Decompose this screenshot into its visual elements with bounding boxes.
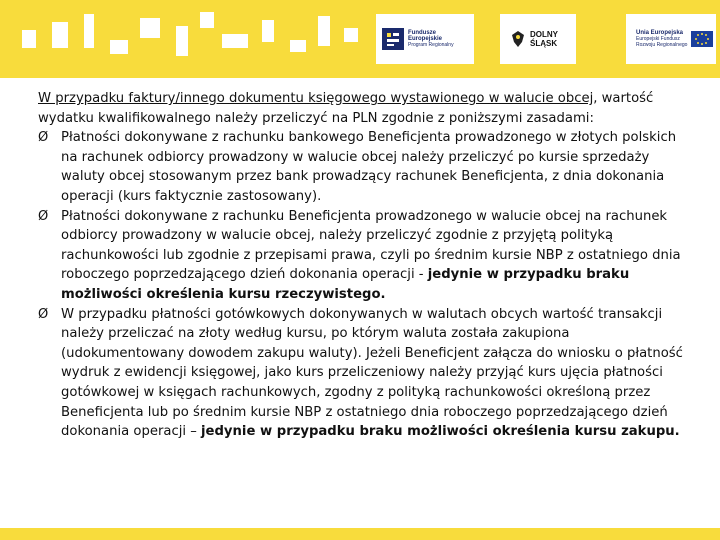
decor-block bbox=[176, 26, 188, 56]
header-banner bbox=[0, 0, 720, 78]
list-item-bold: jedynie w przypadku braku możliwości określenia kursu zakupu. bbox=[201, 424, 680, 440]
list-item-bold: jedynie w przypadku braku możliwości określenia kursu rzeczywistego. bbox=[61, 267, 630, 302]
list-item-text: Płatności dokonywane z rachunku Beneficjenta prowadzonego w walucie obcej na rachunek odbiorcy prowadzony w walucie obcej, należy przeliczyć zgodnie z przyjętą polityką rachunkowości lub zgodnie z przepisami prawa, czyli po średnim kursie NBP z ostatniego dnia roboczego poprzedzającego dzień dokonania operacji - bbox=[61, 208, 681, 283]
eu-flag-icon bbox=[691, 31, 713, 47]
decor-block bbox=[200, 12, 214, 28]
list-item bbox=[38, 207, 690, 305]
list-item-text: Płatności dokonywane z rachunku bankowego Beneficjenta prowadzonego w złotych polskich na rachunek odbiorcy prowadzony w walucie obcej należy przeliczyć po kursie sprzedaży waluty obcej stosowanym przez bank prowadzący rachunek Beneficjenta, z dnia dokonania operacji (kurs faktycznie zastosowany). bbox=[61, 130, 677, 204]
ue-line2: Europejski Fundusz bbox=[636, 36, 680, 42]
decor-block bbox=[110, 40, 128, 54]
ds-line1: DOLNY bbox=[530, 30, 558, 39]
decor-block bbox=[290, 40, 306, 52]
arrow-bullet-icon: Ø bbox=[38, 306, 49, 322]
intro-rest: , wartość wydatku kwalifikowalnego należy przeliczyć na PLN zgodnie z poniższymi zasadami: bbox=[38, 91, 654, 126]
decor-block bbox=[262, 20, 274, 42]
decor-block bbox=[140, 18, 160, 38]
rules-list bbox=[38, 128, 690, 442]
decor-block bbox=[222, 34, 248, 48]
decor-block bbox=[22, 30, 36, 48]
ue-line3: Rozwoju Regionalnego bbox=[636, 42, 688, 48]
fe-line2: Europejskie bbox=[408, 36, 443, 42]
fe-star-icon bbox=[382, 28, 404, 50]
decor-block bbox=[84, 14, 94, 48]
ds-line2: ŚLĄSK bbox=[530, 39, 558, 48]
arrow-bullet-icon: Ø bbox=[38, 208, 49, 224]
footer-strip bbox=[0, 528, 720, 540]
logo-dolny-slask bbox=[500, 14, 576, 64]
fe-line3: Program Regionalny bbox=[408, 42, 454, 48]
eagle-crest-icon bbox=[510, 30, 526, 48]
logo-unia-europejska bbox=[626, 14, 716, 64]
list-item bbox=[38, 128, 690, 206]
ue-line1: Unia Europejska bbox=[636, 30, 684, 36]
list-item bbox=[38, 305, 690, 442]
decor-block bbox=[344, 28, 358, 42]
list-item-text: W przypadku płatności gotówkowych dokonywanych w walutach obcych wartość transakcji należy przeliczać na złoty według kursu, po którym waluta została zakupiona (udokumentowany dowodem zakupu waluty). Jeżeli Beneficjent załącza do wniosku o płatność wydruk z ewidencji księgowej, jako kurs przeliczeniowy należy przyjąć kurs ujęcia płatności gotówkowej w księgach rachunkowych, zgodny z polityką rachunkowości określoną przez Beneficjenta lub po średnim kursie NBP z ostatniego dnia roboczego poprzedzającego dzień dokonania operacji – bbox=[61, 306, 683, 440]
intro-underlined: W przypadku faktury/innego dokumentu księgowego wystawionego w walucie obcej bbox=[38, 91, 594, 106]
decor-block bbox=[318, 16, 330, 46]
intro-paragraph bbox=[38, 89, 690, 128]
fe-line1: Fundusze bbox=[408, 30, 436, 36]
logo-fundusze-europejskie bbox=[376, 14, 474, 64]
decor-block bbox=[52, 22, 68, 48]
arrow-bullet-icon: Ø bbox=[38, 130, 49, 146]
main-text bbox=[38, 89, 690, 442]
